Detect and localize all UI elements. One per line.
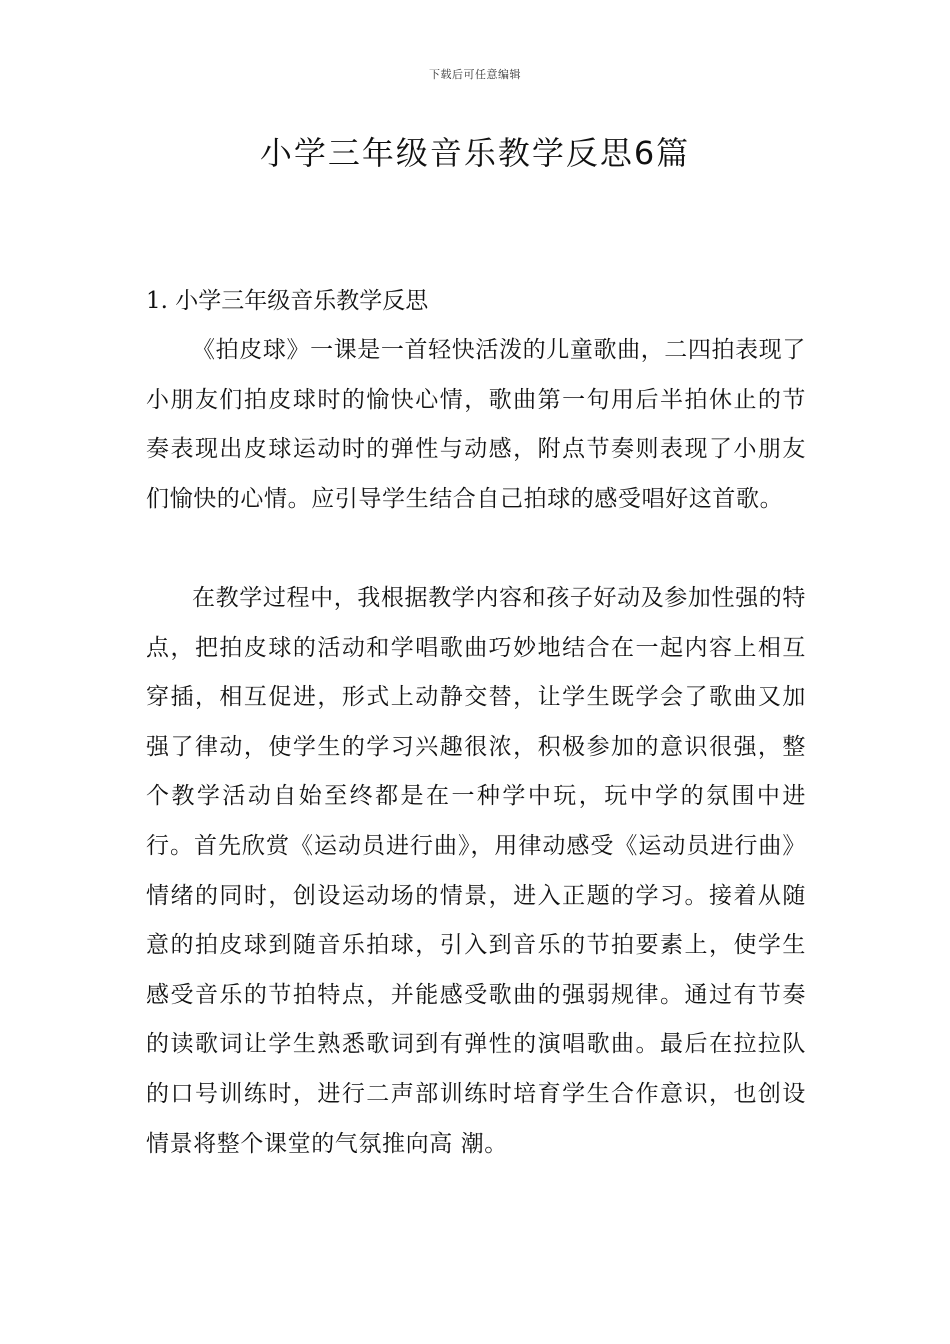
page-header-note: 下载后可任意编辑 xyxy=(429,68,521,81)
paragraph-2: 在教学过程中，我根据教学内容和孩子好动及参加性强的特点，把拍皮球的活动和学唱歌曲巧妙地结合在一起内容上相互穿插，相互促进，形式上动静交替，让学生既学会了歌曲又加强了律动，使学生的学习兴趣很浓，积极参加的意识很强，整个教学活动自始至终都是在一种学中玩，玩中学的氛围中进行。首先欣赏《运动员进行曲》，用律动感受《运动员进行曲》情绪的同时，创设运动场的情景，进入正题的学习。接着从随意的拍皮球到随音乐拍球，引入到音乐的节拍要素上，使学生感受音乐的节拍特点，并能感受歌曲的强弱规律。通过有节奏的读歌词让学生熟悉歌词到有弹性的演唱歌曲。最后在拉拉队的口号训练时，进行二声部训练时培育学生合作意识，也创设情景将整个课堂的气氛推向高 潮。 xyxy=(146,585,806,1157)
section-heading: 1. 小学三年级音乐教学反思 xyxy=(146,288,429,314)
document-title: 小学三年级音乐教学反思6篇 xyxy=(259,134,691,172)
paragraph-1: 《拍皮球》一课是一首轻快活泼的儿童歌曲，二四拍表现了小朋友们拍皮球时的愉快心情，歌曲第一句用后半拍休止的节奏表现出皮球运动时的弹性与动感，附点节奏则表现了小朋友们愉快的心情。应引导学生结合自己拍球的感受唱好这首歌。 xyxy=(146,337,806,512)
